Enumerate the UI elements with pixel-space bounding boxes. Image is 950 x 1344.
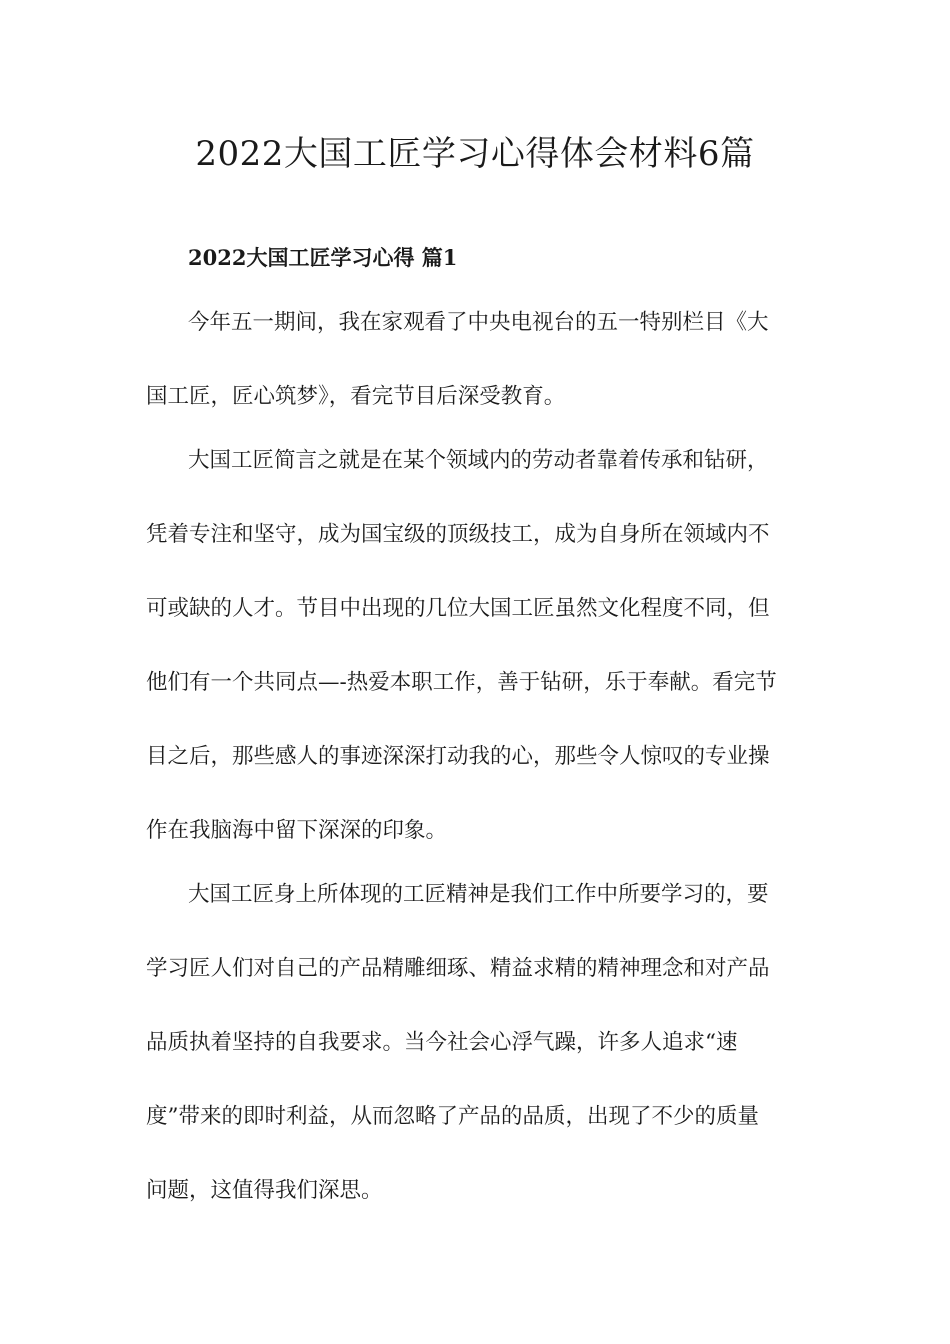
paragraph-line: 学习匠人们对自己的产品精雕细琢、精益求精的精神理念和对产品 [146,956,770,981]
paragraph-line: 今年五一期间，我在家观看了中央电视台的五一特别栏目《大 [188,310,769,335]
paragraph-line: 品质执着坚持的自我要求。当今社会心浮气躁，许多人追求“速 [146,1030,738,1055]
paragraph-line: 大国工匠简言之就是在某个领域内的劳动者靠着传承和钻研， [188,448,769,473]
document-title: 2022大国工匠学习心得体会材料6篇 [195,134,755,174]
paragraph-line: 问题，这值得我们深思。 [146,1178,383,1203]
paragraph-line: 他们有一个共同点—-热爱本职工作，善于钻研，乐于奉献。看完节 [146,670,777,695]
paragraph-line: 可或缺的人才。节目中出现的几位大国工匠虽然文化程度不同，但 [146,596,770,621]
paragraph-line: 国工匠，匠心筑梦》，看完节目后深受教育。 [146,384,566,409]
paragraph-line: 目之后，那些感人的事迹深深打动我的心，那些令人惊叹的专业操 [146,744,770,769]
paragraph-line: 凭着专注和坚守，成为国宝级的顶级技工，成为自身所在领域内不 [146,522,770,547]
paragraph-line: 作在我脑海中留下深深的印象。 [146,818,448,843]
section-heading: 2022大国工匠学习心得 篇1 [188,245,458,270]
paragraph-line: 大国工匠身上所体现的工匠精神是我们工作中所要学习的，要 [188,882,769,907]
paragraph-line: 度”带来的即时利益，从而忽略了产品的品质，出现了不少的质量 [146,1104,759,1129]
